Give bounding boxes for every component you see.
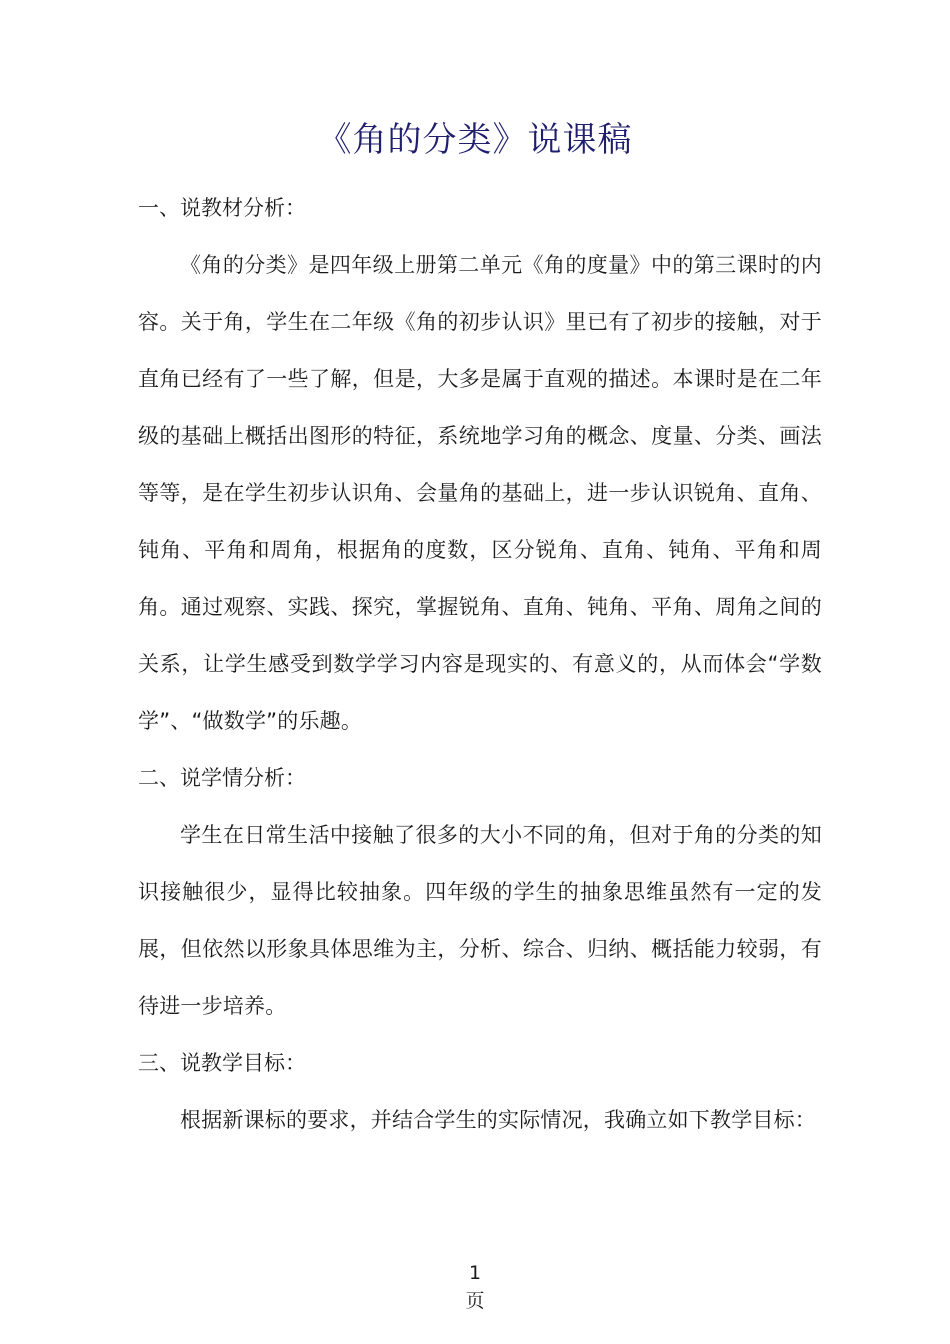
paragraph: 根据新课标的要求，并结合学生的实际情况，我确立如下教学目标：	[180, 1108, 816, 1132]
page-number: 1	[468, 1262, 482, 1284]
page-footer	[0, 1259, 950, 1315]
document-body	[138, 180, 822, 1149]
section-heading: 三、说教学目标：	[138, 1051, 306, 1075]
paragraph: 学生在日常生活中接触了很多的大小不同的角，但对于角的分类的知识接触很少，显得比较抽象。四年级的学生的抽象思维虽然有一定的发展，但依然以形象具体思维为主，分析、综合、归纳、概括能力较弱，有待进一步培养。	[138, 823, 822, 1018]
section-textbook-analysis	[138, 180, 822, 750]
section-student-analysis	[138, 750, 822, 1035]
section-heading: 一、说教材分析：	[138, 196, 306, 220]
document-title: 《角的分类》说课稿	[317, 120, 633, 160]
section-heading: 二、说学情分析：	[138, 766, 306, 790]
paragraph: 《角的分类》是四年级上册第二单元《角的度量》中的第三课时的内容。关于角，学生在二年级《角的初步认识》里已有了初步的接触，对于直角已经有了一些了解，但是，大多是属于直观的描述。本课时是在二年级的基础上概括出图形的特征，系统地学习角的概念、度量、分类、画法等等，是在学生初步认识角、会量角的基础上，进一步认识锐角、直角、钝角、平角和周角，根据角的度数，区分锐角、直角、钝角、平角和周角。通过观察、实践、探究，掌握锐角、直角、钝角、平角、周角之间的关系，让学生感受到数学学习内容是现实的、有意义的，从而体会“学数学”、“做数学”的乐趣。	[138, 253, 822, 733]
section-teaching-goals	[138, 1035, 822, 1149]
page-label: 页	[465, 1290, 485, 1312]
